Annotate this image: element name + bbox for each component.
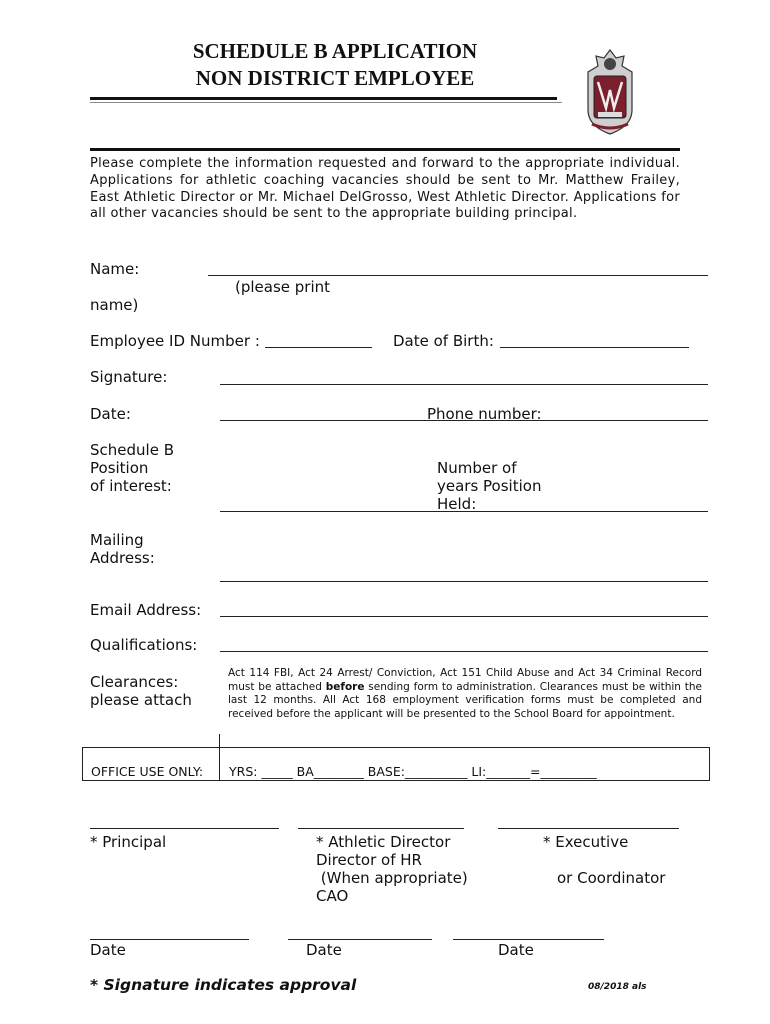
mailing-label-line2: Address: — [90, 549, 155, 567]
office-use-label: OFFICE USE ONLY: — [91, 764, 204, 779]
email-label: Email Address: — [90, 601, 202, 619]
name-field[interactable] — [208, 275, 708, 276]
date-label-1: Date — [90, 941, 126, 959]
executive-label: * Executive — [543, 833, 629, 851]
qualifications-field[interactable] — [220, 651, 708, 652]
phone-label: Phone number: — [427, 405, 542, 423]
employee-id-field[interactable] — [265, 347, 372, 348]
years-label-line1: Number of — [437, 459, 517, 477]
office-use-box — [82, 747, 710, 781]
office-use-fields: YRS: _____ BA________ BASE:__________ LI:_______=_________ — [229, 764, 597, 779]
email-field[interactable] — [220, 616, 708, 617]
employee-id-label: Employee ID Number : — [90, 332, 260, 350]
clearances-label-line2: please attach — [90, 691, 192, 709]
title-underline — [90, 97, 557, 100]
title-underline-shadow — [90, 102, 562, 103]
office-use-divider — [219, 734, 220, 780]
cao-label: CAO — [316, 887, 349, 905]
date-signature-line-3[interactable] — [453, 939, 604, 940]
date-signature-line-1[interactable] — [90, 939, 249, 940]
form-title-line2: NON DISTRICT EMPLOYEE — [195, 66, 475, 90]
mailing-label-line1: Mailing — [90, 531, 144, 549]
position-label-line2: Position — [90, 459, 149, 477]
qualifications-label: Qualifications: — [90, 636, 198, 654]
athletic-director-label: * Athletic Director — [316, 833, 451, 851]
header-divider — [90, 148, 680, 151]
form-title-line1: SCHEDULE B APPLICATION — [192, 39, 478, 63]
signature-field[interactable] — [220, 384, 708, 385]
approval-note: * Signature indicates approval — [90, 976, 357, 994]
position-label-line1: Schedule B — [90, 441, 174, 459]
clearances-text-emphasis: before — [325, 680, 365, 693]
hr-director-label: Director of HR — [316, 851, 422, 869]
dob-label: Date of Birth: — [393, 332, 494, 350]
name-hint: (please print — [235, 278, 331, 296]
dob-field[interactable] — [500, 347, 689, 348]
clearances-requirements — [228, 667, 702, 721]
date-label: Date: — [90, 405, 131, 423]
position-years-field[interactable] — [220, 511, 708, 512]
clearances-label-line1: Clearances: — [90, 673, 179, 691]
name-hint-continued: name) — [90, 296, 139, 314]
years-label-line3: Held: — [437, 495, 477, 513]
school-crest-logo — [580, 46, 640, 138]
signature-label: Signature: — [90, 368, 168, 386]
position-label-line3: of interest: — [90, 477, 172, 495]
name-label: Name: — [90, 260, 140, 278]
mailing-address-field[interactable] — [220, 581, 708, 582]
years-label-line2: years Position — [437, 477, 542, 495]
form-revision-code: 08/2018 als — [588, 982, 647, 992]
instructions-paragraph: Please complete the information requested and forward to the appropriate individual. Applications for athletic coaching vacancies should be sent to Mr. Matthew Frailey, East Athletic Director or Mr. Michael DelGrosso, West Athletic Director. Applications for all other vacancies should be sent to the appropriate building principal. — [90, 156, 680, 222]
coordinator-label: or Coordinator — [557, 869, 666, 887]
date-label-3: Date — [498, 941, 534, 959]
principal-signature-line[interactable] — [90, 828, 279, 829]
principal-label: * Principal — [90, 833, 167, 851]
when-appropriate-label: (When appropriate) — [316, 869, 468, 887]
athletic-director-signature-line[interactable] — [298, 828, 464, 829]
date-signature-line-2[interactable] — [288, 939, 432, 940]
clearances-text-post: sending form to administration. Clearances must be within the last 12 months. All Act 168 employment verification forms must be completed and received before the applicant will be presented to the School Board for appointment. — [228, 680, 702, 720]
clearances-text-pre: Act 114 FBI, Act 24 Arrest/ Conviction, Act 151 Child Abuse and Act 34 Criminal Record must be attached — [228, 667, 702, 693]
executive-signature-line[interactable] — [498, 828, 679, 829]
date-label-2: Date — [306, 941, 342, 959]
